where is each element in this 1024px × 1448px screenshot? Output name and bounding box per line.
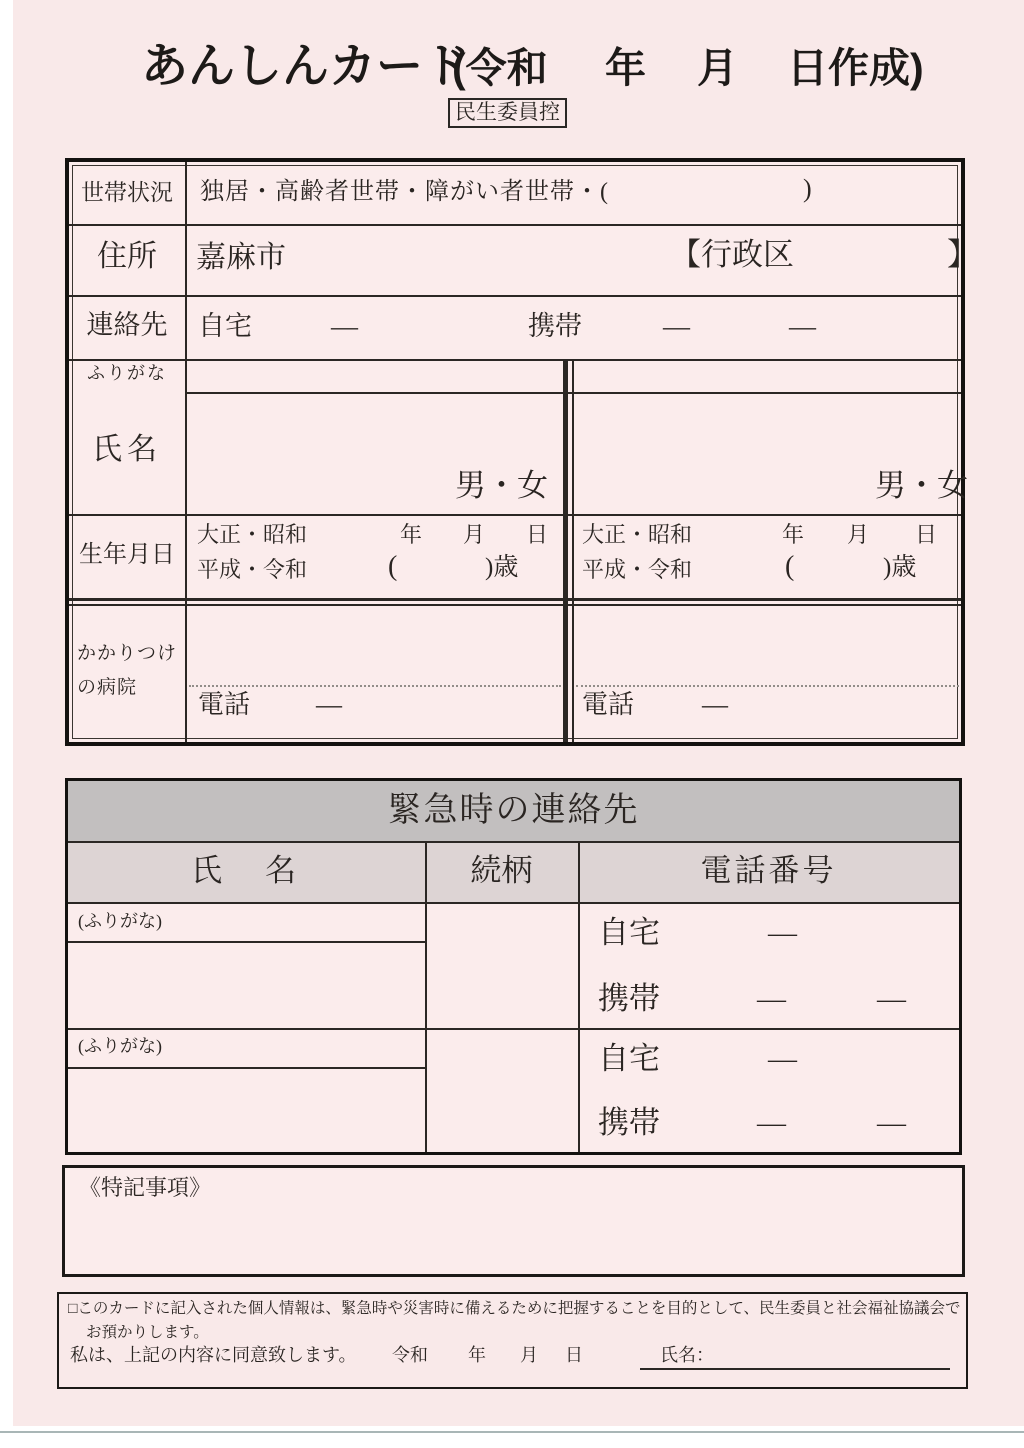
consent-box	[57, 1292, 968, 1389]
day-label-right: 日	[915, 522, 938, 547]
name-label: 氏名	[92, 433, 162, 466]
consent-line2: お預かりします。	[86, 1324, 209, 1341]
phone-dash: ―	[877, 1107, 906, 1139]
title-year-label: 年	[605, 45, 646, 91]
hospital-label-line1: かかりつけ	[77, 643, 178, 664]
title-day-created-label: 日作成)	[787, 45, 924, 91]
column-header-relation: 続柄	[470, 853, 533, 888]
gender-choice-right: 男・女	[875, 468, 968, 503]
row-divider	[68, 1028, 959, 1030]
consent-month-label: 月	[520, 1345, 538, 1365]
month-label-left: 月	[463, 522, 486, 547]
row-divider	[69, 295, 961, 297]
consent-name-label: 氏名：	[660, 1345, 714, 1365]
mobile-phone-label-row2: 携帯	[598, 1105, 660, 1140]
label-column-divider	[185, 162, 187, 742]
hospital-phone-separator	[576, 685, 959, 687]
hospital-phone-label-left: 電話	[198, 690, 251, 719]
profile-table	[65, 158, 978, 746]
era-choices2-right: 平成・令和	[582, 557, 693, 582]
phone-dash: ―	[768, 1043, 797, 1075]
contact-label: 連絡先	[86, 310, 168, 340]
row-divider	[68, 841, 959, 843]
contact-mobile-label: 携帯	[528, 311, 582, 341]
address-label: 住所	[97, 240, 157, 273]
age-paren-open-right: (	[785, 551, 795, 582]
copy-holder-badge: 民生委員控	[448, 98, 567, 128]
phone-dash: ―	[316, 690, 342, 719]
contact-home-label: 自宅	[198, 311, 252, 341]
age-paren-open-left: (	[388, 551, 398, 582]
home-phone-label-row2: 自宅	[598, 1041, 660, 1076]
furigana-separator	[68, 941, 425, 943]
signature-underline	[640, 1368, 950, 1370]
phone-dash: ―	[702, 690, 728, 719]
column-header-name: 氏 名	[191, 853, 302, 888]
month-label-right: 月	[847, 522, 870, 547]
furigana-hint-row1: (ふりがな)	[78, 911, 162, 931]
home-phone-label-row1: 自宅	[598, 915, 660, 950]
emergency-title: 緊急時の連絡先	[387, 792, 640, 829]
age-paren-close-right: )歳	[883, 554, 917, 581]
era-choices2-left: 平成・令和	[197, 557, 308, 582]
birthdate-label: 生年月日	[79, 542, 175, 568]
page-title: あんしんカード	[141, 39, 470, 92]
column-header-phone: 電話番号	[700, 853, 837, 888]
double-row-divider-top	[69, 598, 961, 601]
era-choices-right: 大正・昭和	[582, 522, 693, 547]
gender-choice-left: 男・女	[455, 468, 548, 503]
emergency-contact-table	[65, 778, 962, 1155]
furigana-separator	[68, 1067, 425, 1069]
column-divider	[425, 841, 427, 1152]
furigana-hint-row2: (ふりがな)	[78, 1036, 162, 1056]
title-era-open: (令和	[452, 45, 548, 91]
special-notes-box	[62, 1165, 965, 1277]
era-choices-left: 大正・昭和	[197, 522, 308, 547]
hospital-phone-separator	[189, 685, 561, 687]
year-label-right: 年	[782, 522, 805, 547]
phone-dash: ―	[757, 983, 786, 1015]
consent-year-label: 年	[468, 1345, 486, 1365]
row-divider	[69, 224, 961, 226]
district-bracket-open: 【行政区	[670, 237, 794, 272]
row-divider	[68, 902, 959, 904]
day-label-left: 日	[526, 522, 549, 547]
double-row-divider-bottom	[69, 604, 961, 606]
special-notes-label: 《特記事項》	[79, 1175, 212, 1200]
household-status-label: 世帯状況	[81, 180, 173, 205]
phone-dash: ―	[877, 983, 906, 1015]
consent-agree-text: 私は、上記の内容に同意致します。	[70, 1345, 357, 1365]
household-options-close-paren: )	[803, 174, 812, 203]
title-month-label: 月	[697, 45, 738, 91]
consent-day-label: 日	[565, 1345, 583, 1365]
address-city-text: 嘉麻市	[196, 241, 286, 274]
phone-dash: ―	[768, 917, 797, 949]
phone-dash: ―	[757, 1107, 786, 1139]
row-divider	[69, 514, 961, 516]
age-paren-close-left: )歳	[485, 554, 519, 581]
year-label-left: 年	[400, 522, 423, 547]
hospital-phone-label-right: 電話	[582, 690, 635, 719]
phone-dash: ―	[663, 311, 690, 341]
consent-era-label: 令和	[392, 1345, 428, 1365]
household-options-text: 独居・高齢者世帯・障がい者世帯・(	[200, 179, 609, 205]
row-divider	[69, 359, 961, 361]
furigana-label: ふりがな	[87, 363, 167, 383]
district-bracket-close: 】	[947, 237, 978, 272]
phone-dash: ―	[331, 311, 358, 341]
scan-edge-line	[0, 1431, 1024, 1433]
column-divider	[578, 841, 580, 1152]
mobile-phone-label-row1: 携帯	[598, 981, 660, 1016]
hospital-label-line2: の病院	[77, 677, 138, 698]
person-column-divider-thin	[572, 359, 574, 742]
consent-line1: □このカードに記入された個人情報は、緊急時や災害時に備えるために把握することを目的として、民生委員と社会福祉協議会で	[68, 1300, 961, 1317]
phone-dash: ―	[789, 311, 816, 341]
person-column-divider-thick	[563, 359, 568, 742]
